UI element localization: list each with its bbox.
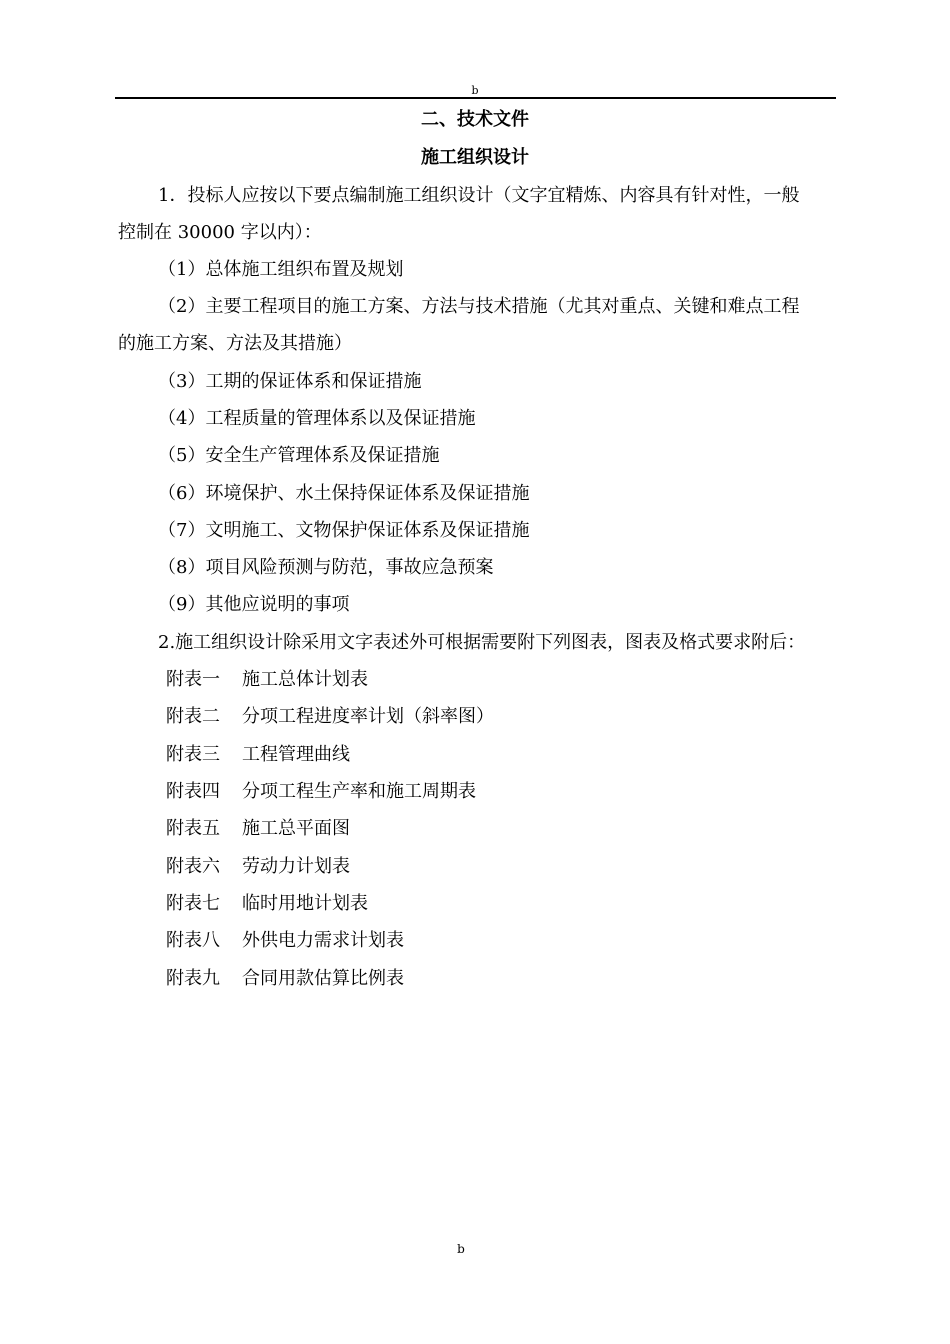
attachment-number: 附表七: [166, 893, 220, 914]
attachment-row: [166, 817, 350, 841]
header-rule: [115, 97, 836, 99]
attachment-number: 附表九: [166, 968, 220, 989]
attachment-row: [166, 780, 476, 804]
attachment-row: [166, 929, 404, 953]
attachment-number: 附表二: [166, 706, 220, 727]
list-item-1: （1）总体施工组织布置及规划: [158, 259, 404, 280]
list-item-3: （3）工期的保证体系和保证措施: [158, 371, 422, 392]
attachment-row: [166, 705, 494, 729]
paragraph-2: 2.施工组织设计除采用文字表述外可根据需要附下列图表，图表及格式要求附后：: [158, 632, 806, 653]
attachment-row: [166, 892, 368, 916]
list-item-7: （7）文明施工、文物保护保证体系及保证措施: [158, 520, 530, 541]
list-item-2-line-2: 的施工方案、方法及其措施）: [118, 333, 352, 354]
list-item-8: （8）项目风险预测与防范，事故应急预案: [158, 557, 494, 578]
attachment-row: [166, 743, 350, 767]
attachment-name: 分项工程生产率和施工周期表: [242, 781, 476, 802]
attachment-number: 附表三: [166, 744, 220, 765]
attachment-name: 外供电力需求计划表: [242, 930, 404, 951]
section-title: 二、技术文件: [421, 109, 529, 130]
attachment-row: [166, 855, 350, 879]
attachment-name: 工程管理曲线: [242, 744, 350, 765]
page-header-mark: b: [471, 84, 479, 97]
list-item-4: （4）工程质量的管理体系以及保证措施: [158, 408, 476, 429]
attachment-name: 劳动力计划表: [242, 856, 350, 877]
paragraph-1-line-2: 控制在 30000 字以内）：: [118, 222, 322, 243]
attachment-number: 附表一: [166, 669, 220, 690]
list-item-6: （6）环境保护、水土保持保证体系及保证措施: [158, 483, 530, 504]
attachment-name: 施工总体计划表: [242, 669, 368, 690]
attachment-number: 附表四: [166, 781, 220, 802]
attachment-name: 合同用款估算比例表: [242, 968, 404, 989]
paragraph-1-line-1: 1．投标人应按以下要点编制施工组织设计（文字宜精炼、内容具有针对性，一般: [158, 185, 800, 206]
list-item-2-line-1: （2）主要工程项目的施工方案、方法与技术措施（尤其对重点、关键和难点工程: [158, 296, 800, 317]
attachment-name: 分项工程进度率计划（斜率图）: [242, 706, 494, 727]
page-footer-mark: b: [457, 1242, 465, 1256]
section-subtitle: 施工组织设计: [421, 147, 529, 168]
attachment-row: [166, 668, 368, 692]
attachment-name: 临时用地计划表: [242, 893, 368, 914]
list-item-9: （9）其他应说明的事项: [158, 594, 350, 615]
attachment-number: 附表八: [166, 930, 220, 951]
list-item-5: （5）安全生产管理体系及保证措施: [158, 445, 440, 466]
attachment-name: 施工总平面图: [242, 818, 350, 839]
attachment-number: 附表五: [166, 818, 220, 839]
attachment-row: [166, 967, 404, 991]
attachment-number: 附表六: [166, 856, 220, 877]
